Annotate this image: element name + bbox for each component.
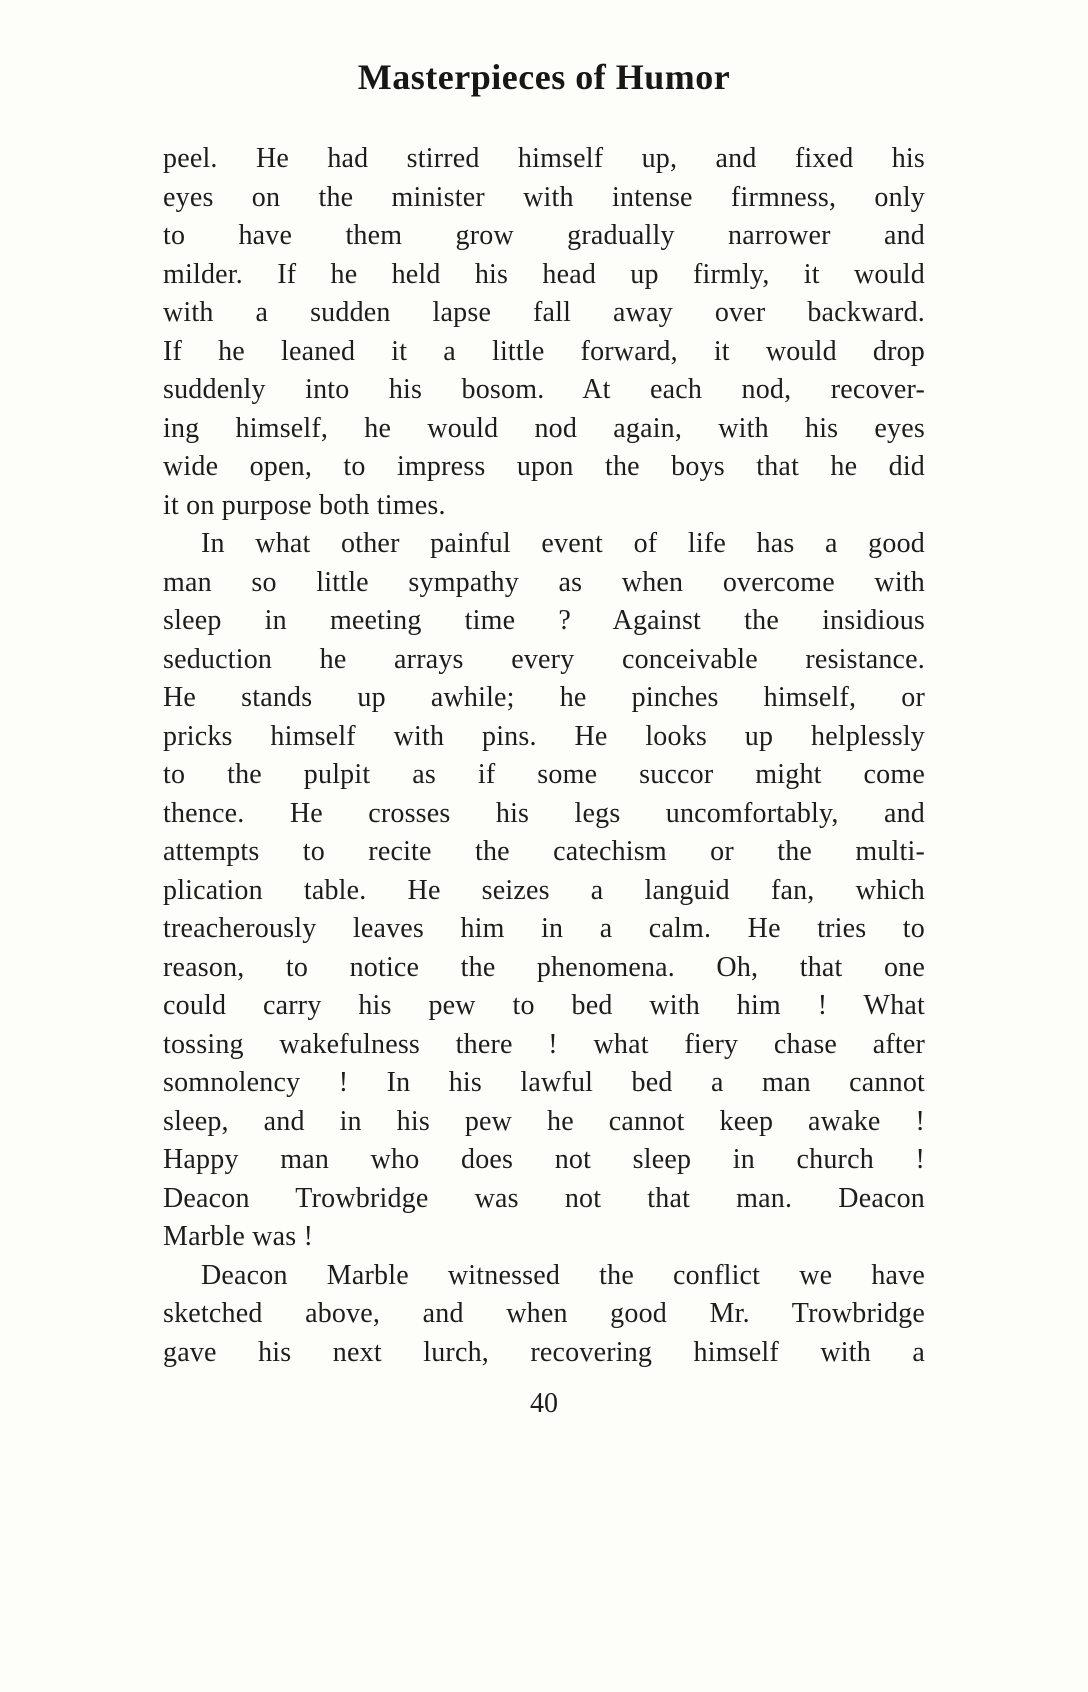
text-line: reason, to notice the phenomena. Oh, that one <box>163 951 925 983</box>
text-line: Deacon Trowbridge was not that man. Deacon <box>163 1182 925 1214</box>
text-line: plication table. He seizes a languid fan, which <box>163 874 925 906</box>
text-line: could carry his pew to bed with him ! What <box>163 990 925 1021</box>
text-line: pricks himself with pins. He looks up helplessly <box>163 720 925 752</box>
text-line: thence. He crosses his legs uncomfortably, and <box>163 797 925 829</box>
text-line: man so little sympathy as when overcome with <box>163 566 925 598</box>
text-line: ing himself, he would nod again, with his eyes <box>163 412 925 444</box>
paragraph <box>163 525 925 1257</box>
text-block <box>163 0 925 1420</box>
text-line: somnolency ! In his lawful bed a man cannot <box>163 1067 925 1098</box>
text-line: sleep in meeting time ? Against the insidious <box>163 605 925 636</box>
text-line: eyes on the minister with intense firmness, only <box>163 181 925 213</box>
text-line: He stands up awhile; he pinches himself, or <box>163 682 925 713</box>
text-line: sleep, and in his pew he cannot keep awake ! <box>163 1105 925 1137</box>
text-line: If he leaned it a little forward, it would drop <box>163 335 925 367</box>
text-line: Marble was ! <box>163 1221 314 1252</box>
text-line: gave his next lurch, recovering himself with a <box>163 1336 925 1368</box>
text-line: it on purpose both times. <box>163 489 446 521</box>
page-number: 40 <box>530 1388 558 1419</box>
text-line: Deacon Marble witnessed the conflict we have <box>201 1259 925 1291</box>
text-line: seduction he arrays every conceivable resistance. <box>163 643 925 675</box>
text-line: sketched above, and when good Mr. Trowbridge <box>163 1298 925 1329</box>
text-line: Happy man who does not sleep in church ! <box>163 1144 925 1175</box>
text-line: to have them grow gradually narrower and <box>163 220 925 251</box>
text-line: milder. If he held his head up firmly, it would <box>163 258 925 290</box>
text-line: to the pulpit as if some succor might come <box>163 759 925 790</box>
paragraph <box>163 1257 925 1373</box>
text-line: attempts to recite the catechism or the multi- <box>163 836 925 867</box>
text-line: peel. He had stirred himself up, and fixed his <box>163 143 925 174</box>
paragraph <box>163 140 925 525</box>
text-line: wide open, to impress upon the boys that he did <box>163 451 925 482</box>
text-line: suddenly into his bosom. At each nod, recover- <box>163 374 925 405</box>
text-line: with a sudden lapse fall away over backward. <box>163 297 925 328</box>
text-line: tossing wakefulness there ! what fiery chase after <box>163 1028 925 1060</box>
page-body <box>163 140 925 1372</box>
page-header-title: Masterpieces of Humor <box>357 57 731 97</box>
text-line: treacherously leaves him in a calm. He tries to <box>163 913 925 944</box>
text-line: In what other painful event of life has a good <box>201 528 925 559</box>
